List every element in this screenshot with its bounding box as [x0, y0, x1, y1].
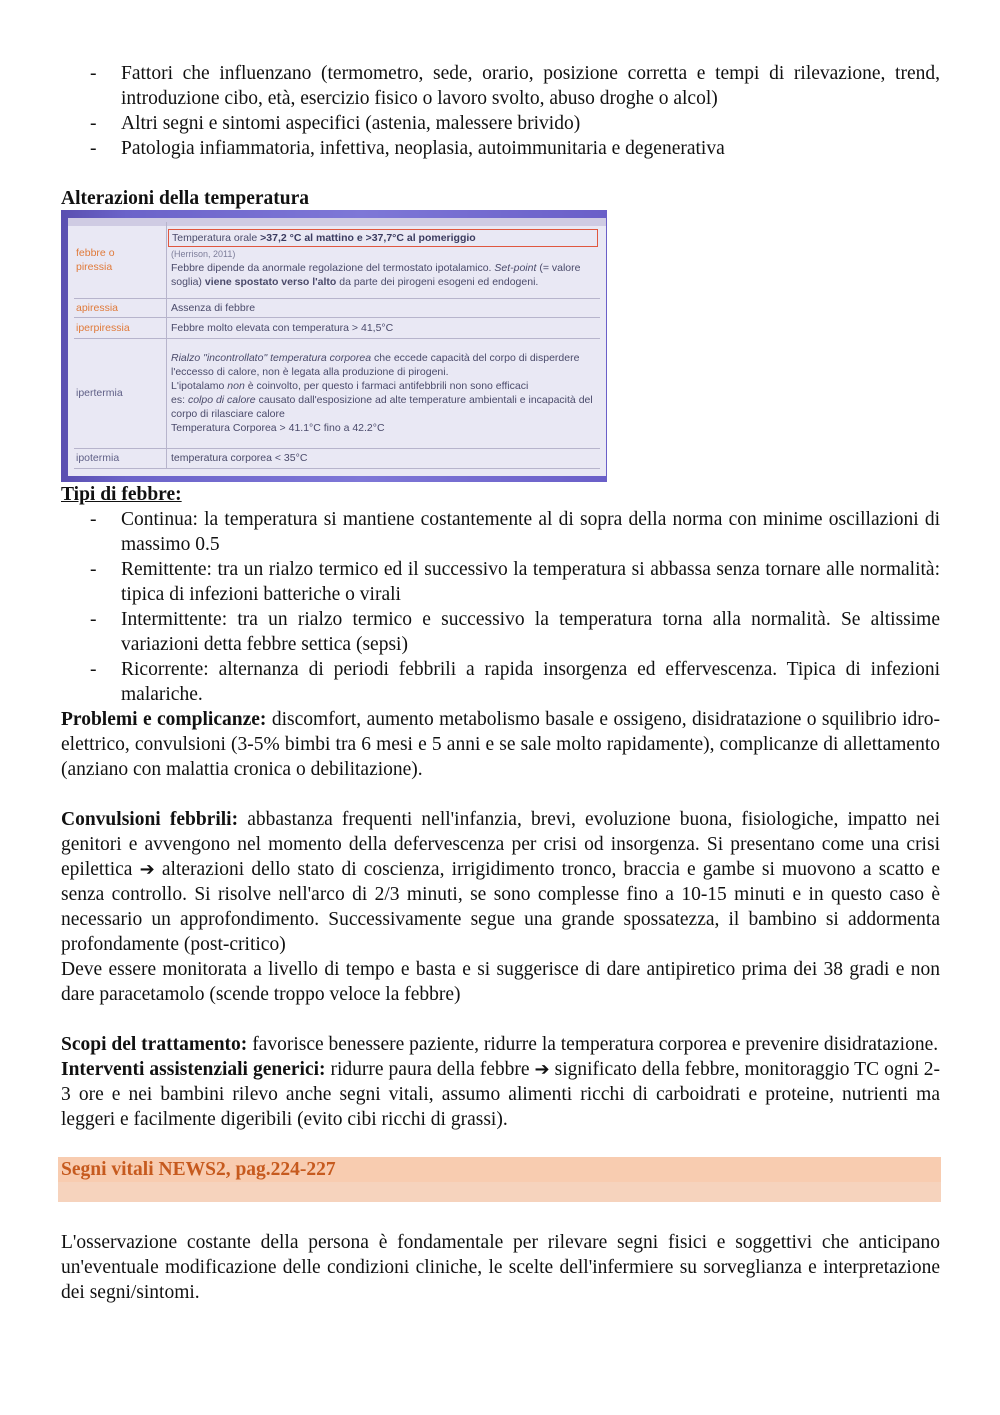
convulsioni-paragraph: Convulsioni febbrili: abbastanza frequenti nell'infanzia, brevi, evoluzione buona, fisiologiche, impatto nei genitori e avvengono nel momento della defervescenza per crisi od insorgenza. Si presentano come una crisi epilettica ➔ alterazioni dello stato di coscienza, irrigidimento tronco, braccia e gambe si muovono a scatto e senza controllo. Si risolve nell'arco di 2/3 minuti, se sono complesse fino a 10-15 minuti e in questo caso è necessario un approfondimento. Successivamente segue una grande spossatezza, il bambino si addormenta profondamente (post-critico) — [61, 809, 940, 955]
table-row — [74, 298, 600, 317]
row-value: Rialzo "incontrollato" temperatura corporea che eccede capacità del corpo di disperdere l'eccesso di calore, non è legata alla produzione di pirogeni. L'ipotalamo non è coinvolto, per questo i farmaci antifebbrili non sono efficaci es: colpo di calore causato dall'esposizione ad alte temperature ambientali e incapacità del corpo di rilasciare calore Temperatura Corporea > 41.1°C fino a 42.2°C — [167, 338, 601, 448]
list-item: - Intermittente: tra un rialzo termico e successivo la temperatura torna alla normalità. Se altissime variazioni detta febbre settica (sepsi) — [121, 607, 940, 657]
document-body — [61, 61, 940, 1305]
table-row — [74, 317, 600, 338]
table-row — [74, 338, 600, 448]
arrow-icon: ➔ — [139, 859, 155, 880]
row-value: temperatura corporea < 35°C — [167, 448, 601, 468]
table-row — [74, 448, 600, 468]
list-item: - Remittente: tra un rialzo termico ed il successivo la temperatura si abbassa senza tornare alle normalità: tipica di infezioni batteriche o virali — [121, 557, 940, 607]
table-row — [74, 222, 600, 298]
alterazioni-heading: Alterazioni della temperatura — [61, 188, 310, 209]
row-key: iperpiressia — [74, 317, 167, 338]
section-title: Segni vitali NEWS2, pag.224-227 — [61, 1159, 336, 1180]
section-bar — [58, 1157, 941, 1202]
scopi-paragraph: Scopi del trattamento: favorisce benessere paziente, ridurre la temperatura corporea e prevenire disidratazione. — [61, 1034, 939, 1055]
intro-list — [61, 61, 940, 161]
closing-paragraph: L'osservazione costante della persona è fondamentale per rilevare segni fisici e soggettivi che anticipano un'eventuale modificazione delle condizioni cliniche, le scelte dell'infermiere su sorveglianza e interpretazione dei segni/sintomi. — [61, 1232, 940, 1303]
slide-table-area — [68, 218, 606, 476]
interventi-paragraph: Interventi assistenziali generici: ridurre paura della febbre ➔ significato della febbre, monitoraggio TC ogni 2-3 ore e nei bambini rilevo anche segni vitali, assumo alimenti ricchi di carboidrati e proteine, nutrienti ma leggeri e facilmente digeribili (evito cibi ricchi di grassi). — [61, 1059, 940, 1130]
list-item: - Continua: la temperatura si mantiene costantemente al di sopra della norma con minime oscillazioni di massimo 0.5 — [121, 507, 940, 557]
arrow-icon: ➔ — [534, 1059, 550, 1080]
row-value: Febbre molto elevata con temperatura > 41,5°C — [167, 317, 601, 338]
tipi-heading: Tipi di febbre: — [61, 484, 182, 505]
slide-photo — [61, 210, 607, 482]
row-key: apiressia — [74, 298, 167, 317]
row-key: ipotermia — [74, 448, 167, 468]
highlight-box: Temperatura orale >37,2 °C al mattino e >37,7°C al pomeriggio — [168, 229, 598, 247]
list-item: - Fattori che influenzano (termometro, sede, orario, posizione corretta e tempi di rilevazione, trend, introduzione cibo, età, esercizio fisico o lavoro svolto, abuso droghe o alcol) — [121, 61, 940, 111]
row-value: Assenza di febbre — [167, 298, 601, 317]
tipi-list — [61, 507, 940, 707]
convulsioni-followup: Deve essere monitorata a livello di tempo e basta e si suggerisce di dare antipiretico prima dei 38 gradi e non dare paracetamolo (scende troppo veloce la febbre) — [61, 959, 940, 1005]
row-key: febbre o piressia — [74, 222, 167, 298]
list-item: - Altri segni e sintomi aspecifici (astenia, malessere brivido) — [121, 111, 940, 136]
list-item: - Patologia infiammatoria, infettiva, neoplasia, autoimmunitaria e degenerativa — [121, 136, 940, 161]
list-item: - Ricorrente: alternanza di periodi febbrili a rapida insorgenza ed effervescenza. Tipica di infezioni malariche. — [121, 657, 940, 707]
problemi-paragraph: Problemi e complicanze: discomfort, aumento metabolismo basale e ossigeno, disidratazione o squilibrio idro-elettrico, convulsioni (3-5% bimbi tra 6 mesi e 5 anni e se sale molto rapidamente), complicanze di allettamento (anziano con malattia cronica o debilitazione). — [61, 709, 940, 780]
row-key: ipertermia — [74, 338, 167, 448]
temperature-table — [74, 222, 600, 469]
row-value: Temperatura orale >37,2 °C al mattino e >37,7°C al pomeriggio (Herrison, 2011) Febbre dipende da anormale regolazione del termostato ipotalamico. Set-point (= valore soglia) viene spostato verso l'alto da parte dei pirogeni esogeni ed endogeni. — [167, 222, 601, 298]
